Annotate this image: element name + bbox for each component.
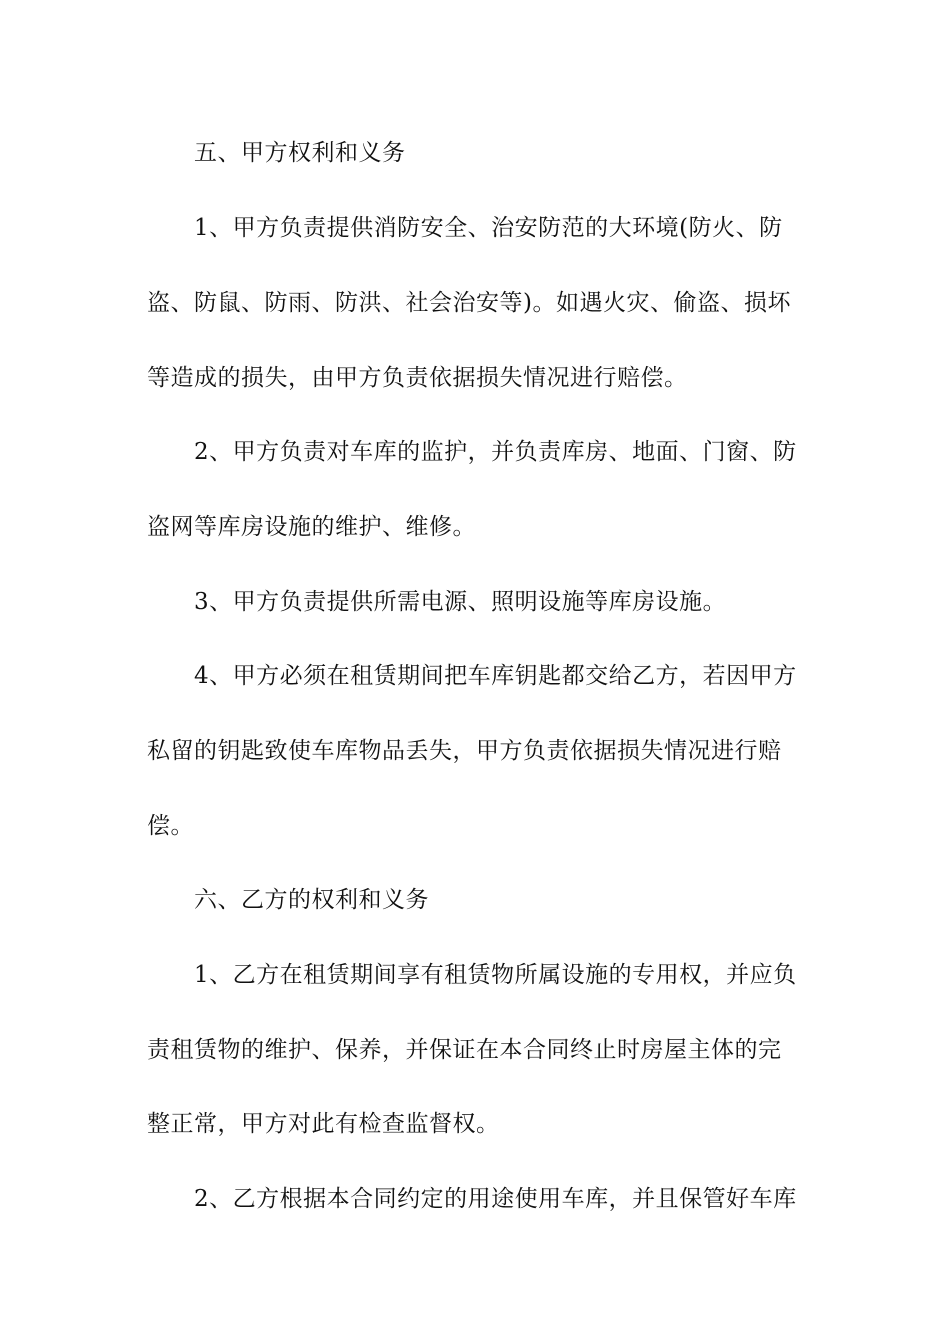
paragraph-5-2-line-2: 盗网等库房设施的维护、维修。	[147, 514, 476, 540]
section-heading-6: 六、乙方的权利和义务	[194, 887, 429, 913]
paragraph-5-1-line-1: 1、甲方负责提供消防安全、治安防范的大环境(防火、防	[194, 215, 783, 241]
paragraph-6-2-line-1: 2、乙方根据本合同约定的用途使用车库，并且保管好车库	[194, 1186, 797, 1212]
paragraph-5-1-line-2: 盗、防鼠、防雨、防洪、社会治安等)。如遇火灾、偷盗、损坏	[147, 290, 791, 316]
paragraph-5-1-line-3: 等造成的损失，由甲方负责依据损失情况进行赔偿。	[147, 365, 688, 391]
paragraph-5-4-line-2: 私留的钥匙致使车库物品丢失，甲方负责依据损失情况进行赔	[147, 738, 782, 764]
paragraph-6-1-line-2: 责租赁物的维护、保养，并保证在本合同终止时房屋主体的完	[147, 1037, 782, 1063]
section-heading-5: 五、甲方权利和义务	[194, 140, 406, 166]
paragraph-5-4-line-3: 偿。	[147, 813, 194, 839]
paragraph-5-3-line-1: 3、甲方负责提供所需电源、照明设施等库房设施。	[194, 589, 727, 615]
paragraph-6-1-line-3: 整正常，甲方对此有检查监督权。	[147, 1111, 500, 1137]
paragraph-5-2-line-1: 2、甲方负责对车库的监护，并负责库房、地面、门窗、防	[194, 439, 797, 465]
paragraph-6-1-line-1: 1、乙方在租赁期间享有租赁物所属设施的专用权，并应负	[194, 962, 797, 988]
paragraph-5-4-line-1: 4、甲方必须在租赁期间把车库钥匙都交给乙方，若因甲方	[194, 663, 797, 689]
